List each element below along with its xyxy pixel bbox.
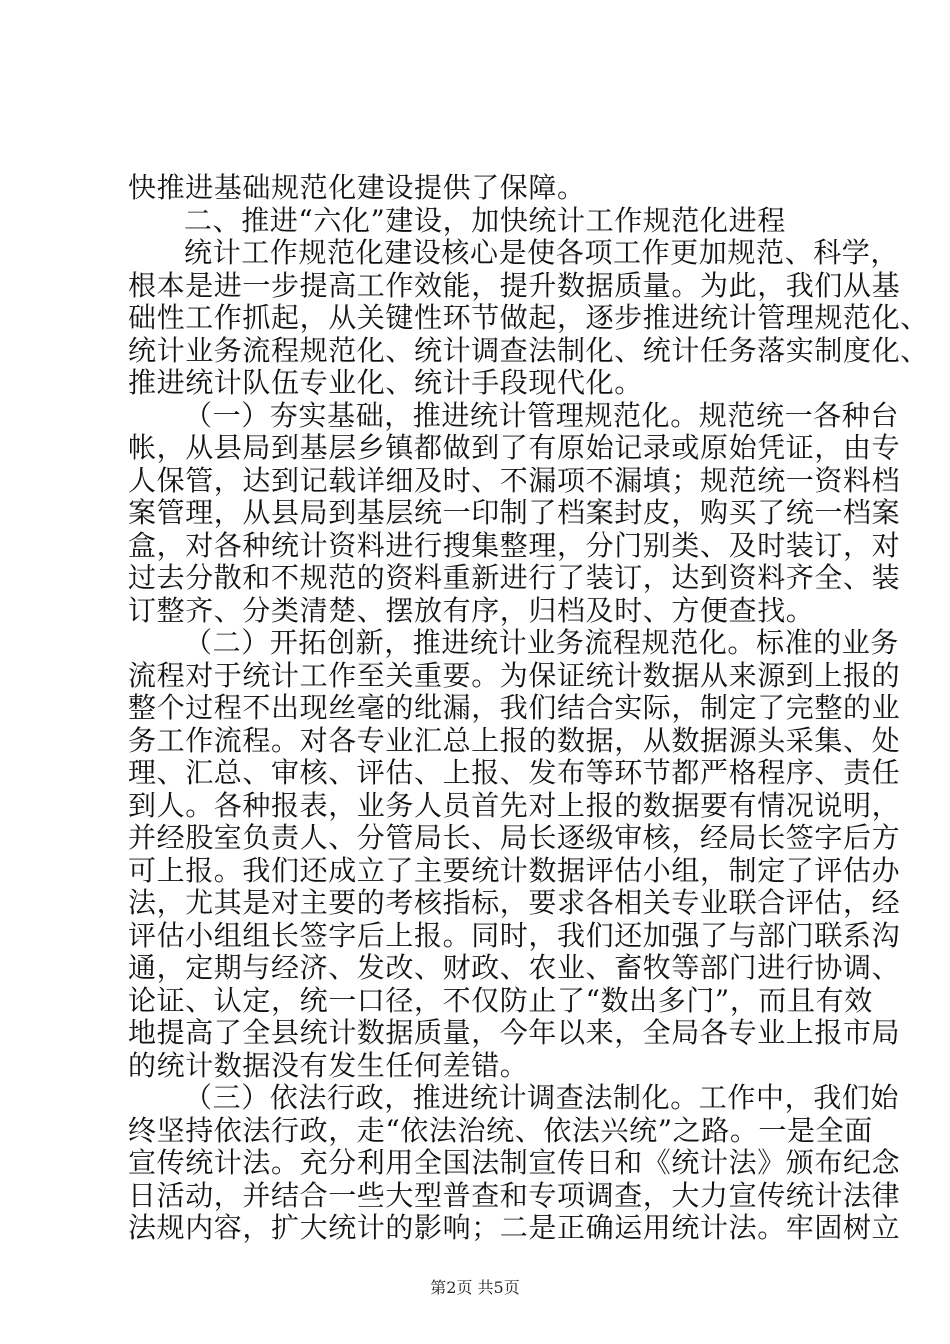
- page-footer: 第2页 共5页: [430, 1278, 520, 1297]
- text-line: 根本是进一步提高工作效能，提升数据质量。为此，我们从基: [128, 268, 901, 302]
- text-line: 订整齐、分类清楚、摆放有序，归档及时、方便查找。: [128, 593, 815, 627]
- document-body: [128, 171, 929, 1245]
- text-line: 的统计数据没有发生任何差错。: [128, 1048, 529, 1082]
- text-line: 日活动，并结合一些大型普查和专项调查，大力宣传统计法律: [128, 1178, 901, 1212]
- text-line: 案管理，从县局到基层统一印制了档案封皮，购买了统一档案: [128, 496, 901, 529]
- text-line: 过去分散和不规范的资料重新进行了装订，达到资料齐全、装: [128, 561, 901, 594]
- text-line: 人保管，达到记载详细及时、不漏项不漏填；规范统一资料档: [128, 463, 901, 497]
- text-line: 通，定期与经济、发改、财政、农业、畜牧等部门进行协调、: [128, 951, 901, 984]
- text-line: 盒，对各种统计资料进行搜集整理，分门别类、及时装订，对: [128, 528, 901, 562]
- text-line: 可上报。我们还成立了主要统计数据评估小组，制定了评估办: [128, 853, 901, 887]
- text-line: 务工作流程。对各专业汇总上报的数据，从数据源头采集、处: [128, 723, 901, 757]
- text-line: 宣传统计法。充分利用全国法制宣传日和《统计法》颁布纪念: [128, 1146, 901, 1179]
- text-line: （二）开拓创新，推进统计业务流程规范化。标准的业务: [184, 626, 900, 659]
- text-line: （三）依法行政，推进统计调查法制化。工作中，我们始: [184, 1081, 900, 1114]
- section-heading: 二、推进“六化”建设，加快统计工作规范化进程: [184, 203, 786, 237]
- text-line: 流程对于统计工作至关重要。为保证统计数据从来源到上报的: [128, 658, 901, 692]
- text-line: 并经股室负责人、分管局长、局长逐级审核，经局长签字后方: [128, 821, 901, 854]
- text-line: 理、汇总、审核、评估、上报、发布等环节都严格程序、责任: [128, 756, 901, 789]
- text-line: 快推进基础规范化建设提供了保障。: [128, 171, 586, 204]
- text-line: 地提高了全县统计数据质量，今年以来，全局各专业上报市局: [128, 1016, 901, 1049]
- text-line: 终坚持依法行政，走“依法治统、依法兴统”之路。一是全面: [128, 1113, 873, 1147]
- text-line: 统计工作规范化建设核心是使各项工作更加规范、科学，: [184, 236, 900, 269]
- text-line: 法规内容，扩大统计的影响；二是正确运用统计法。牢固树立: [128, 1211, 901, 1244]
- text-line: 论证、认定，统一口径，不仅防止了“数出多门”，而且有效: [128, 983, 873, 1017]
- text-line: 统计业务流程规范化、统计调查法制化、统计任务落实制度化、: [128, 333, 929, 367]
- text-line: 到人。各种报表，业务人员首先对上报的数据要有情况说明，: [128, 788, 901, 822]
- text-line: 评估小组组长签字后上报。同时，我们还加强了与部门联系沟: [128, 918, 901, 952]
- text-line: 帐，从县局到基层乡镇都做到了有原始记录或原始凭证，由专: [128, 431, 901, 464]
- text-line: 整个过程不出现丝毫的纰漏，我们结合实际，制定了完整的业: [128, 691, 901, 724]
- text-line: 法，尤其是对主要的考核指标，要求各相关专业联合评估，经: [128, 886, 901, 919]
- text-line: 础性工作抓起，从关键性环节做起，逐步推进统计管理规范化、: [128, 301, 929, 334]
- text-line: 推进统计队伍专业化、统计手段现代化。: [128, 366, 643, 399]
- text-line: （一）夯实基础，推进统计管理规范化。规范统一各种台: [184, 398, 900, 432]
